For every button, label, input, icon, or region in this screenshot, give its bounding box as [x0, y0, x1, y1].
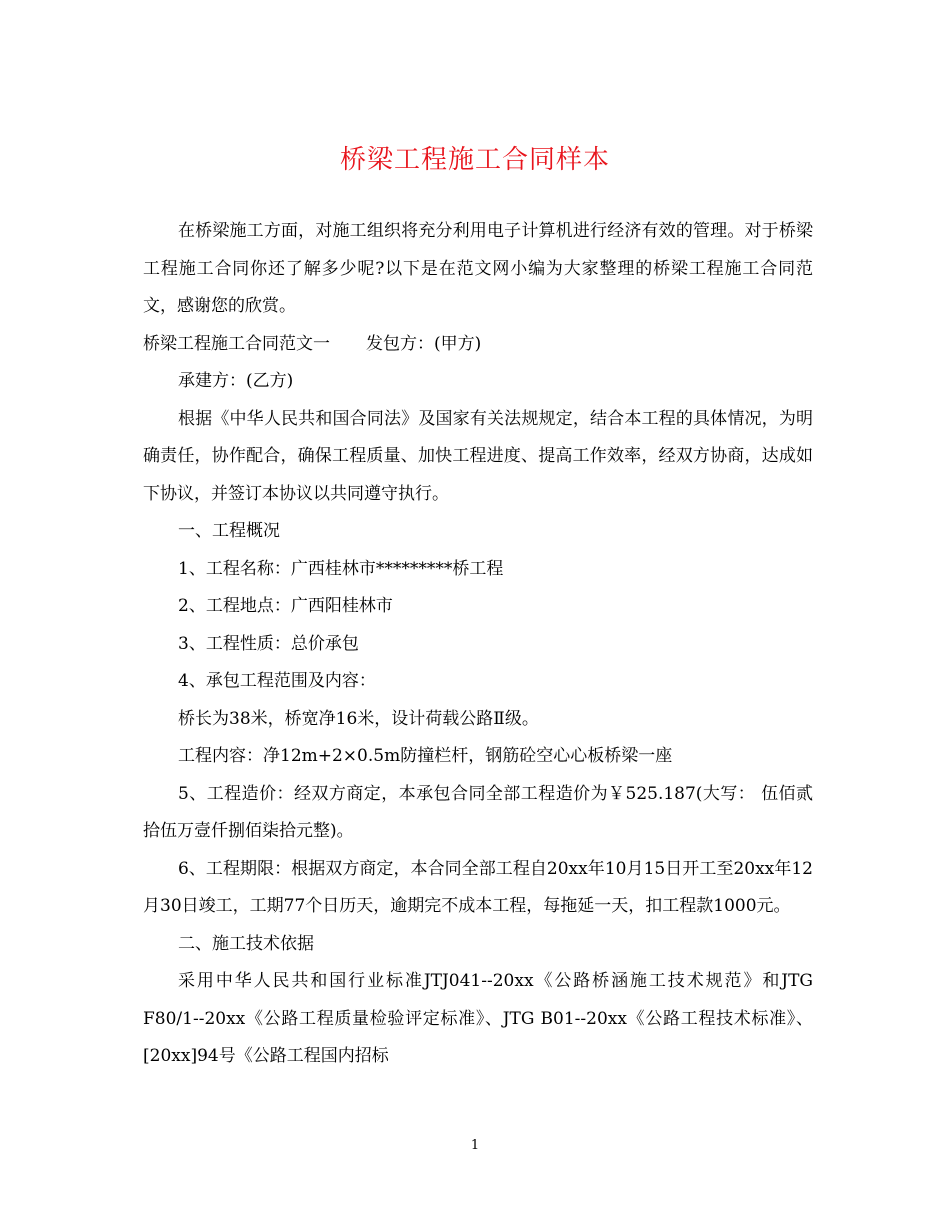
preamble-paragraph: 根据《中华人民共和国合同法》及国家有关法规规定，结合本工程的具体情况，为明确责任，协作配合，确保工程质量、加快工程进度、提高工作效率，经双方协商，达成如下协议，并签订本协议以共同遵守执行。 [143, 408, 813, 504]
list-item-project-nature: 3、工程性质：总价承包 [178, 633, 359, 654]
document-title: 桥梁工程施工合同样本 [339, 145, 610, 175]
list-item-project-name: 1、工程名称：广西桂林市*********桥工程 [178, 558, 504, 579]
section-heading-technical-basis: 二、施工技术依据 [178, 933, 314, 954]
document-body [143, 213, 813, 1076]
party-a-line: 发包方：(甲方) [366, 333, 482, 354]
standards-paragraph: 采用中华人民共和国行业标准JTJ041--20xx《公路桥涵施工技术规范》和JTG F80/1--20xx《公路工程质量检验评定标准》、JTG B01--20xx《公路工程技术标准》、[20xx]94号《公路工程国内招标 [143, 971, 813, 1066]
section-heading-overview: 一、工程概况 [178, 521, 280, 541]
list-item-project-location: 2、工程地点：广西阳桂林市 [178, 596, 393, 616]
party-b-line: 承建方：(乙方) [178, 371, 294, 391]
list-item-cost: 5、工程造价：经双方商定，本承包合同全部工程造价为￥525.187(大写： 伍佰贰拾伍万壹仟捌佰柒拾元整)。 [143, 783, 813, 841]
page-number: 1 [470, 1138, 480, 1153]
bridge-size-line: 桥长为38米，桥宽净16米，设计荷载公路Ⅱ级。 [178, 708, 539, 729]
list-item-scope: 4、承包工程范围及内容： [178, 671, 376, 691]
sample-heading-line [143, 326, 813, 364]
sample-heading: 桥梁工程施工合同范文一 [143, 333, 330, 354]
intro-paragraph: 在桥梁施工方面，对施工组织将充分利用电子计算机进行经济有效的管理。对于桥梁工程施工合同你还了解多少呢?以下是在范文网小编为大家整理的桥梁工程施工合同范文，感谢您的欣赏。 [143, 221, 813, 316]
work-content-line: 工程内容：净12m+2×0.5m防撞栏杆，钢筋砼空心心板桥梁一座 [178, 746, 673, 766]
list-item-duration: 6、工程期限：根据双方商定，本合同全部工程自20xx年10月15日开工至20xx年12月30日竣工，工期77个日历天，逾期完不成本工程，每拖延一天，扣工程款1000元。 [143, 858, 813, 916]
